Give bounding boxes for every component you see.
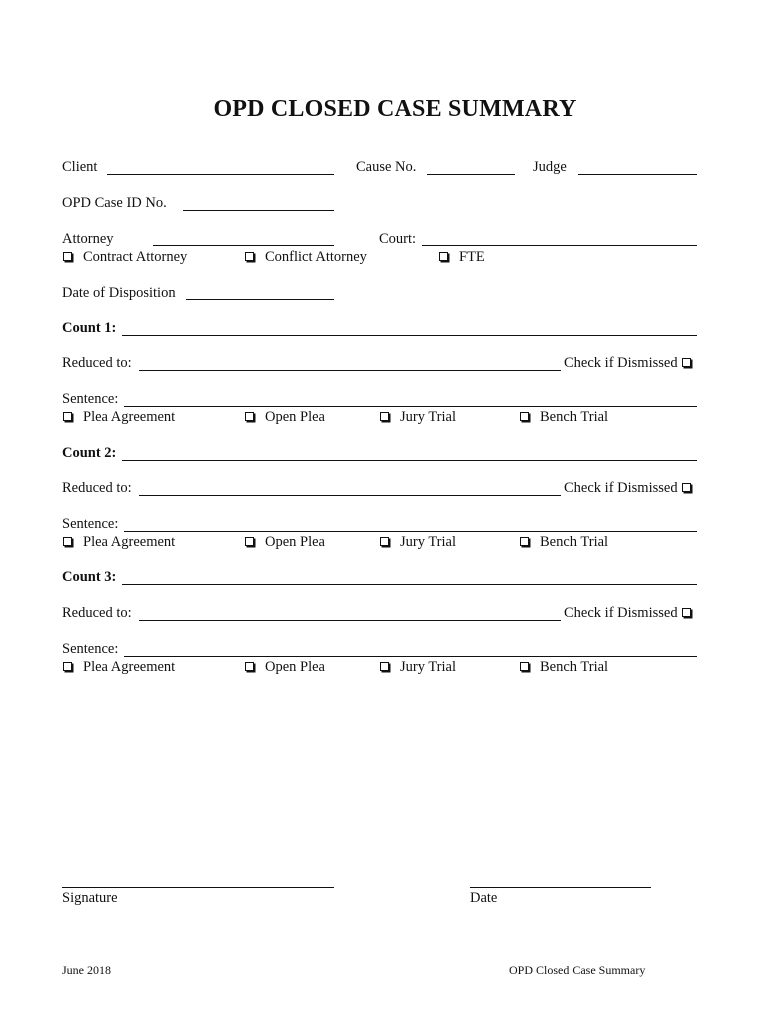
date-label: Date	[470, 890, 498, 906]
count-2-jury-trial-checkbox[interactable]	[380, 535, 456, 550]
page-title: OPD CLOSED CASE SUMMARY	[213, 96, 577, 122]
count-2-field[interactable]	[122, 460, 697, 461]
checkbox-icon	[245, 662, 254, 671]
checkbox-label: Contract Attorney	[83, 249, 188, 265]
count-1-sentence-label: Sentence:	[62, 391, 119, 407]
count-3-bench-trial-checkbox[interactable]	[520, 660, 608, 675]
count-2-reduced-label: Reduced to:	[62, 480, 132, 496]
checkbox-label: Jury Trial	[400, 409, 457, 425]
count-1-reduced-label: Reduced to:	[62, 355, 132, 371]
count-1-jury-trial-checkbox[interactable]	[380, 410, 456, 425]
count-2-label: Count 2:	[62, 445, 117, 461]
judge-label: Judge	[533, 159, 567, 175]
checkbox-icon	[245, 412, 254, 421]
checkbox-label: Open Plea	[265, 534, 325, 550]
count-3-field[interactable]	[122, 584, 697, 585]
checkbox-label: Conflict Attorney	[265, 249, 367, 265]
count-3-open-plea-checkbox[interactable]	[245, 660, 325, 675]
client-label: Client	[62, 159, 98, 175]
count-3-reduced-label: Reduced to:	[62, 605, 132, 621]
count-3-reduced-field[interactable]	[139, 620, 561, 621]
checkbox-icon	[439, 252, 448, 261]
count-3-sentence-label: Sentence:	[62, 641, 119, 657]
checkbox-label: Plea Agreement	[83, 409, 176, 425]
case-id-label: OPD Case ID No.	[62, 195, 167, 211]
checkbox-icon	[520, 537, 529, 546]
checkbox-icon	[245, 537, 254, 546]
checkbox-label: Open Plea	[265, 409, 325, 425]
count-2-sentence-field[interactable]	[124, 531, 697, 532]
judge-field[interactable]	[578, 174, 697, 175]
count-3-jury-trial-checkbox[interactable]	[380, 660, 456, 675]
footer-title: OPD Closed Case Summary	[509, 963, 646, 977]
checkbox-label: Jury Trial	[400, 659, 457, 675]
count-1-sentence-field[interactable]	[124, 406, 697, 407]
checkbox-label: Check if Dismissed	[564, 480, 678, 496]
checkbox-icon	[682, 483, 691, 492]
count-3-plea-agreement-checkbox[interactable]	[63, 660, 175, 675]
checkbox-icon	[520, 662, 529, 671]
case-id-field[interactable]	[183, 210, 334, 211]
checkbox-label: Bench Trial	[540, 409, 609, 425]
count-1-plea-agreement-checkbox[interactable]	[63, 410, 175, 425]
count-3-dismissed-checkbox[interactable]	[564, 606, 691, 621]
checkbox-icon	[380, 537, 389, 546]
count-2-dismissed-checkbox[interactable]	[564, 481, 691, 496]
contract-attorney-checkbox[interactable]	[63, 250, 187, 265]
count-1-bench-trial-checkbox[interactable]	[520, 410, 608, 425]
checkbox-icon	[63, 537, 72, 546]
checkbox-label: FTE	[459, 249, 485, 265]
disposition-date-field[interactable]	[186, 299, 334, 300]
count-2-sentence-label: Sentence:	[62, 516, 119, 532]
checkbox-label: Bench Trial	[540, 534, 609, 550]
fte-checkbox[interactable]	[439, 250, 485, 265]
checkbox-label: Check if Dismissed	[564, 605, 678, 621]
count-1-dismissed-checkbox[interactable]	[564, 356, 691, 371]
attorney-label: Attorney	[62, 231, 114, 247]
conflict-attorney-checkbox[interactable]	[245, 250, 367, 265]
cause-no-label: Cause No.	[356, 159, 417, 175]
signature-field[interactable]	[62, 887, 334, 888]
checkbox-label: Plea Agreement	[83, 534, 176, 550]
signature-label: Signature	[62, 890, 118, 906]
client-field[interactable]	[107, 174, 334, 175]
checkbox-icon	[380, 412, 389, 421]
count-2-open-plea-checkbox[interactable]	[245, 535, 325, 550]
count-1-reduced-field[interactable]	[139, 370, 561, 371]
cause-no-field[interactable]	[427, 174, 515, 175]
checkbox-icon	[380, 662, 389, 671]
count-1-label: Count 1:	[62, 320, 117, 336]
count-2-plea-agreement-checkbox[interactable]	[63, 535, 175, 550]
count-3-sentence-field[interactable]	[124, 656, 697, 657]
checkbox-icon	[63, 252, 72, 261]
count-3-label: Count 3:	[62, 569, 117, 585]
checkbox-label: Jury Trial	[400, 534, 457, 550]
checkbox-label: Plea Agreement	[83, 659, 176, 675]
date-field[interactable]	[470, 887, 651, 888]
checkbox-icon	[245, 252, 254, 261]
court-field[interactable]	[422, 245, 697, 246]
attorney-field[interactable]	[153, 245, 334, 246]
checkbox-label: Bench Trial	[540, 659, 609, 675]
checkbox-icon	[63, 412, 72, 421]
checkbox-icon	[682, 608, 691, 617]
checkbox-icon	[63, 662, 72, 671]
checkbox-label: Open Plea	[265, 659, 325, 675]
disposition-date-label: Date of Disposition	[62, 285, 176, 301]
court-label: Court:	[379, 231, 417, 247]
count-2-reduced-field[interactable]	[139, 495, 561, 496]
checkbox-icon	[682, 358, 691, 367]
footer-date: June 2018	[62, 963, 111, 977]
checkbox-icon	[520, 412, 529, 421]
count-1-open-plea-checkbox[interactable]	[245, 410, 325, 425]
count-1-field[interactable]	[122, 335, 697, 336]
count-2-bench-trial-checkbox[interactable]	[520, 535, 608, 550]
checkbox-label: Check if Dismissed	[564, 355, 678, 371]
